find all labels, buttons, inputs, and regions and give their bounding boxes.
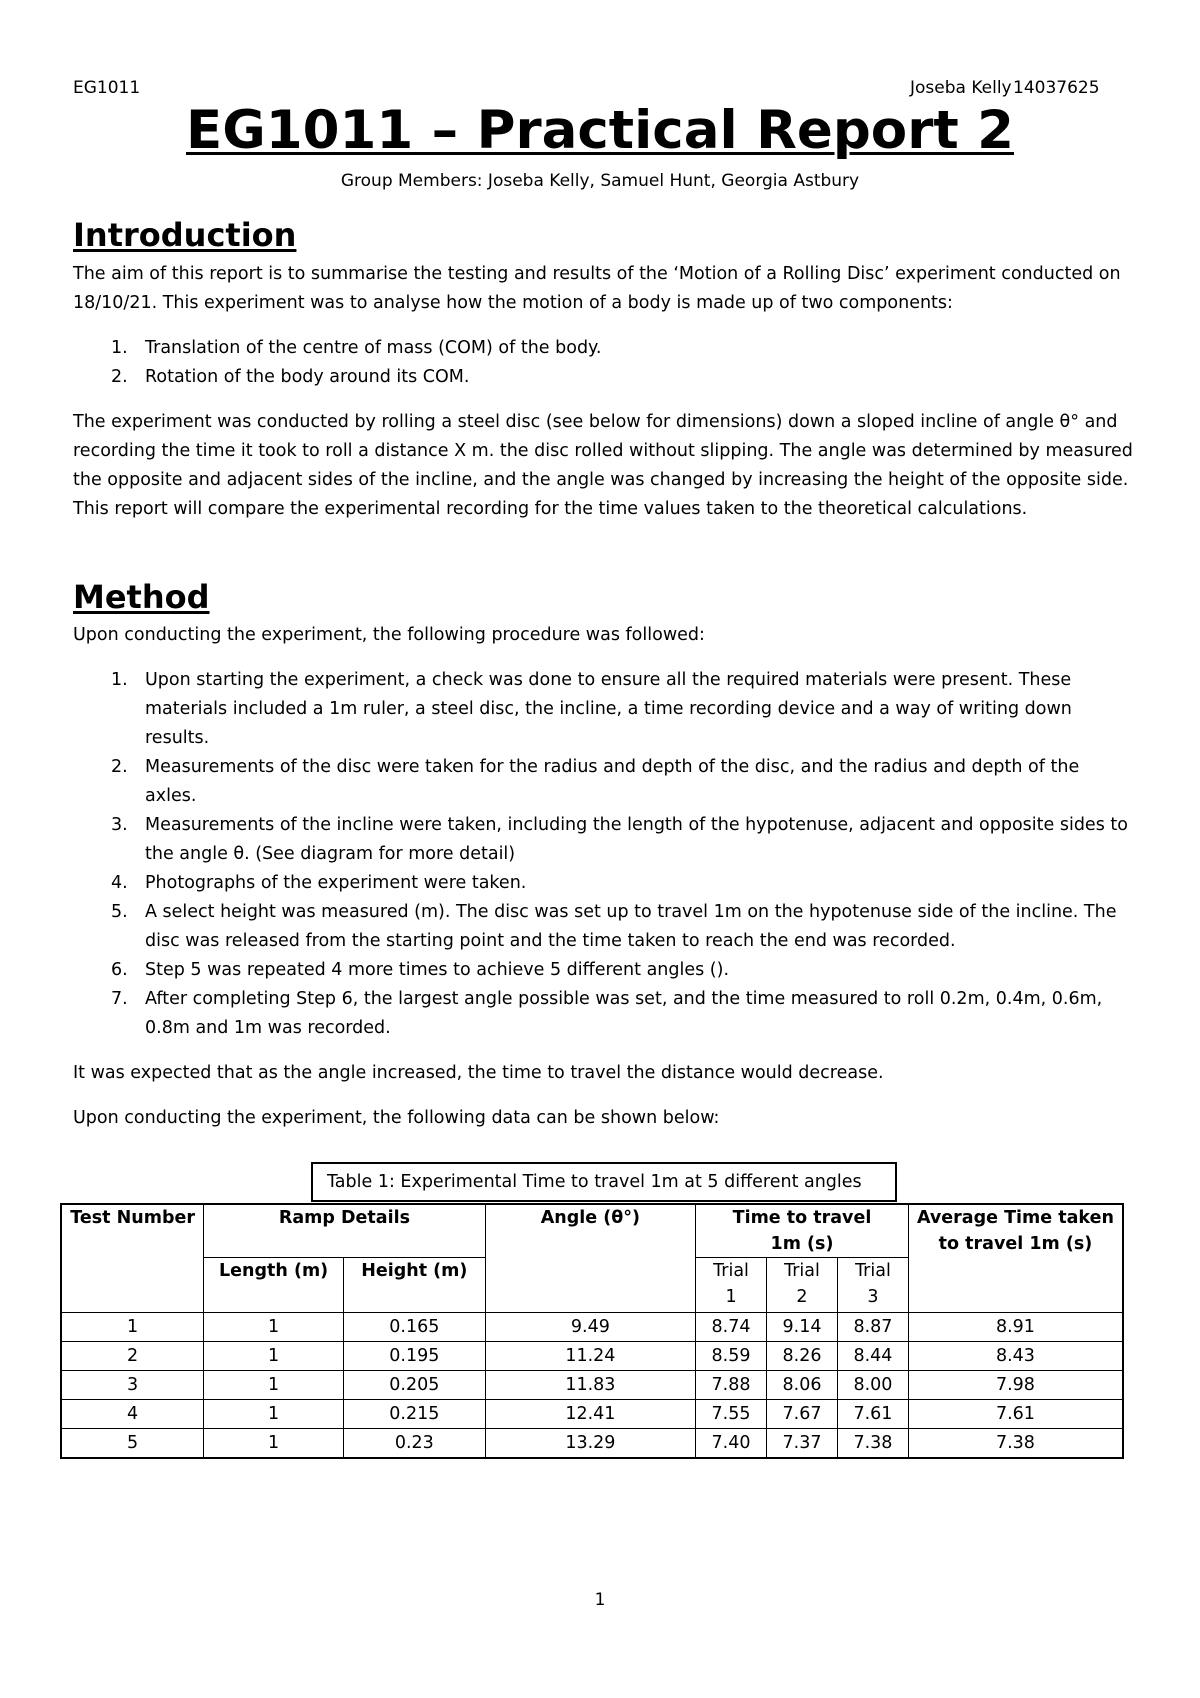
header-test-number: Test Number (61, 1204, 204, 1313)
table-row: 3 1 0.205 11.83 7.88 8.06 8.00 7.98 (61, 1371, 1123, 1400)
procedure-list (73, 666, 1133, 1043)
header-time: Time to travel 1m (s) (696, 1204, 909, 1258)
header-average: Average Time taken to travel 1m (s) (908, 1204, 1123, 1313)
header-trial-3: Trial 3 (837, 1258, 908, 1313)
list-item: 1. Translation of the centre of mass (COM) of the body. (111, 338, 602, 358)
header-angle: Angle (θ°) (485, 1204, 695, 1313)
list-item: 1. Upon starting the experiment, a check was done to ensure all the required materials were present. These materials included a 1m ruler, a steel disc, the incline, a time recording device and a way of writing down results. (111, 670, 1072, 748)
list-item: 7. After completing Step 6, the largest angle possible was set, and the time measured to roll 0.2m, 0.4m, 0.6m, 0.8m and 1m was recorded. (111, 989, 1103, 1038)
list-item: 6. Step 5 was repeated 4 more times to achieve 5 different angles (). (111, 960, 730, 980)
header-height: Height (m) (343, 1258, 485, 1313)
introduction-section (73, 260, 1133, 524)
introduction-paragraph-1: The aim of this report is to summarise the testing and results of the ‘Motion of a Rolling Disc’ experiment conducted on 18/10/21. This experiment was to analyse how the motion of a body is made up of two components: (73, 264, 1121, 313)
introduction-paragraph-2: The experiment was conducted by rolling a steel disc (see below for dimensions) down a sloped incline of angle θ° and recording the time it took to roll a distance X m. the disc rolled without slipping. The angle was determined by measured the opposite and adjacent sides of the incline, and the angle was changed by increasing the height of the opposite side. This report will compare the experimental recording for the time values taken to the theoretical calculations. (73, 412, 1133, 519)
method-heading: Method (73, 578, 210, 616)
page-title: EG1011 – Practical Report 2 (186, 100, 1014, 161)
list-item: 3. Measurements of the incline were taken, including the length of the hypotenuse, adjacent and opposite sides to the angle θ. (See diagram for more detail) (111, 815, 1128, 864)
group-members: Group Members: Joseba Kelly, Samuel Hunt, Georgia Astbury (340, 171, 860, 191)
table-row: 5 1 0.23 13.29 7.40 7.37 7.38 7.38 (61, 1429, 1123, 1459)
header-length: Length (m) (204, 1258, 344, 1313)
table-row: 1 1 0.165 9.49 8.74 9.14 8.87 8.91 (61, 1313, 1123, 1342)
expected-result: It was expected that as the angle increased, the time to travel the distance would decrease. (73, 1063, 884, 1083)
results-table (60, 1203, 1124, 1459)
table-row: 4 1 0.215 12.41 7.55 7.67 7.61 7.61 (61, 1400, 1123, 1429)
header-trial-2: Trial 2 (767, 1258, 838, 1313)
list-item: 2. Rotation of the body around its COM. (111, 367, 470, 387)
table-caption: Table 1: Experimental Time to travel 1m at 5 different angles (311, 1162, 897, 1202)
list-item: 5. A select height was measured (m). The disc was set up to travel 1m on the hypotenuse side of the incline. The disc was released from the starting point and the time taken to reach the end was recorded. (111, 902, 1117, 951)
list-item: 4. Photographs of the experiment were taken. (111, 873, 527, 893)
header-ramp-details: Ramp Details (204, 1204, 485, 1258)
list-item: 2. Measurements of the disc were taken for the radius and depth of the disc, and the radius and depth of the axles. (111, 757, 1080, 806)
header-author-name: Joseba Kelly (910, 78, 1012, 98)
method-intro: Upon conducting the experiment, the following procedure was followed: (73, 625, 705, 645)
method-section (73, 621, 1133, 1133)
introduction-heading: Introduction (73, 216, 297, 254)
header-course: EG1011 (73, 78, 141, 98)
header-student-id: 14037625 (1013, 78, 1100, 98)
page-number: 1 (594, 1590, 606, 1610)
table-row: 2 1 0.195 11.24 8.59 8.26 8.44 8.43 (61, 1342, 1123, 1371)
components-list (73, 334, 1133, 392)
header-trial-1: Trial 1 (696, 1258, 767, 1313)
data-intro: Upon conducting the experiment, the following data can be shown below: (73, 1108, 720, 1128)
